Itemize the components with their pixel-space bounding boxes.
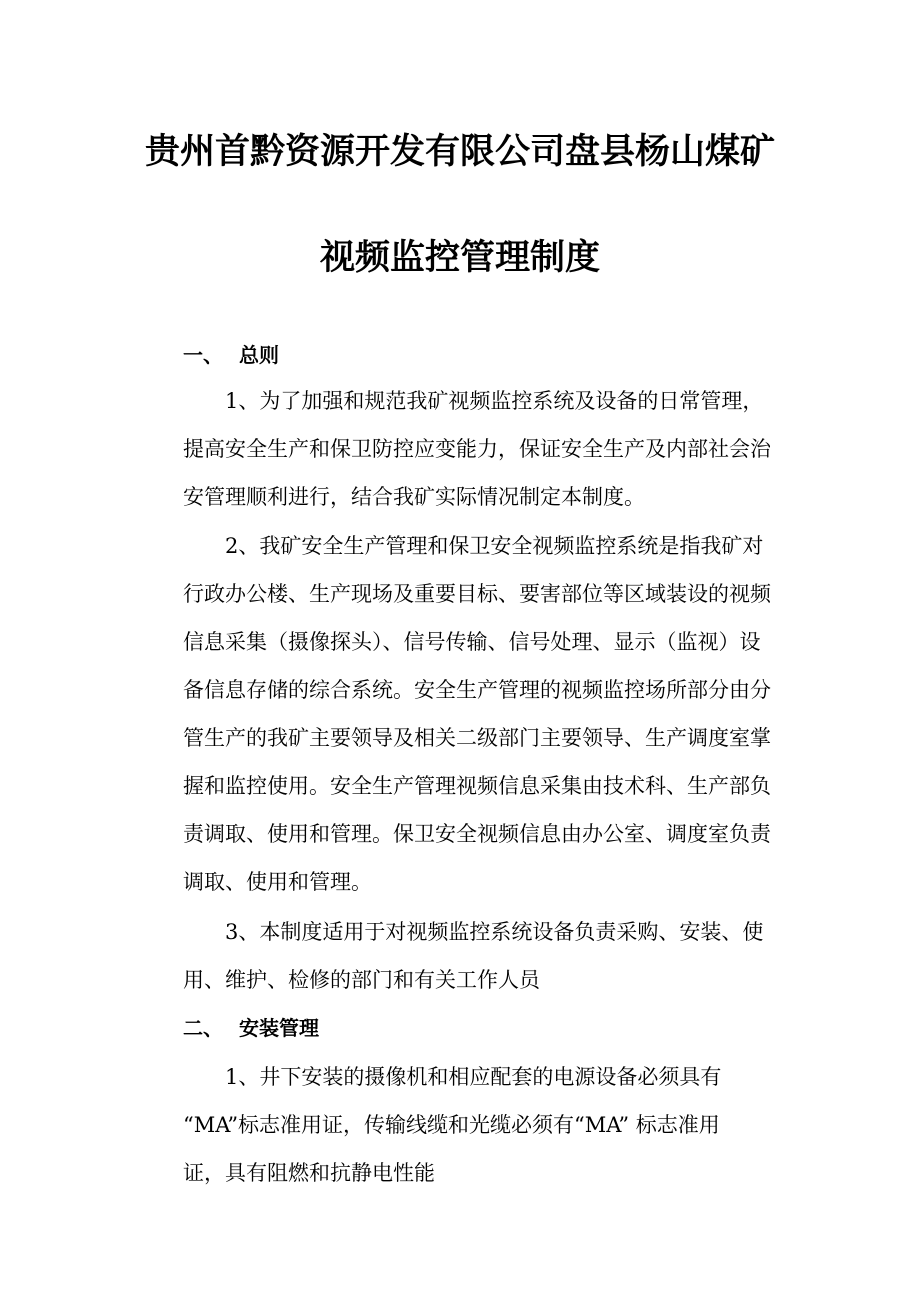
- paragraph-line: 1、为了加强和规范我矿视频监控系统及设备的日常管理，: [225, 389, 764, 413]
- paragraph-1-2: [183, 522, 783, 906]
- paragraph-line: 2、我矿安全生产管理和保卫安全视频监控系统是指我矿对: [225, 534, 764, 558]
- paragraph-line: 提高安全生产和保卫防控应变能力，保证安全生产及内部社会治: [183, 437, 771, 461]
- section-title: 总则: [239, 343, 279, 367]
- section-heading-installation: [183, 1013, 319, 1043]
- paragraph-line: 用、维护、检修的部门和有关工作人员: [183, 968, 540, 992]
- document-title-line2: 视频监控管理制度: [319, 238, 600, 278]
- section-title: 安装管理: [239, 1016, 319, 1040]
- paragraph-line: 责调取、使用和管理。保卫安全视频信息由办公室、调度室负责: [183, 822, 771, 846]
- paragraph-line: 1、井下安装的摄像机和相应配套的电源设备必须具有: [225, 1065, 722, 1089]
- paragraph-line: 管生产的我矿主要领导及相关二级部门主要领导、生产调度室掌: [183, 726, 771, 750]
- paragraph-line: 备信息存储的综合系统。安全生产管理的视频监控场所部分由分: [183, 678, 771, 702]
- paragraph-line: 握和监控使用。安全生产管理视频信息采集由技术科、生产部负: [183, 774, 771, 798]
- paragraph-1-1: [183, 377, 783, 521]
- paragraph-line: 安管理顺利进行，结合我矿实际情况制定本制度。: [183, 485, 645, 509]
- paragraph-line: 行政办公楼、生产现场及重要目标、要害部位等区域装设的视频: [183, 582, 771, 606]
- document-title-line1: 贵州首黔资源开发有限公司盘县杨山煤矿: [144, 132, 775, 172]
- paragraph-line: 3、本制度适用于对视频监控系统设备负责采购、安装、使: [225, 920, 764, 944]
- paragraph-line: “MA”标志准用证，传输线缆和光缆必须有“MA” 标志准用: [183, 1113, 720, 1137]
- paragraph-1-3: [183, 908, 783, 1004]
- paragraph-line: 证，具有阻燃和抗静电性能: [183, 1161, 435, 1185]
- section-heading-general: [183, 340, 279, 370]
- paragraph-line: 信息采集（摄像探头）、信号传输、信号处理、显示（监视）设: [183, 630, 761, 654]
- section-number: 二、: [183, 1016, 223, 1040]
- paragraph-line: 调取、使用和管理。: [183, 870, 372, 894]
- paragraph-2-1: [183, 1053, 783, 1197]
- section-number: 一、: [183, 343, 223, 367]
